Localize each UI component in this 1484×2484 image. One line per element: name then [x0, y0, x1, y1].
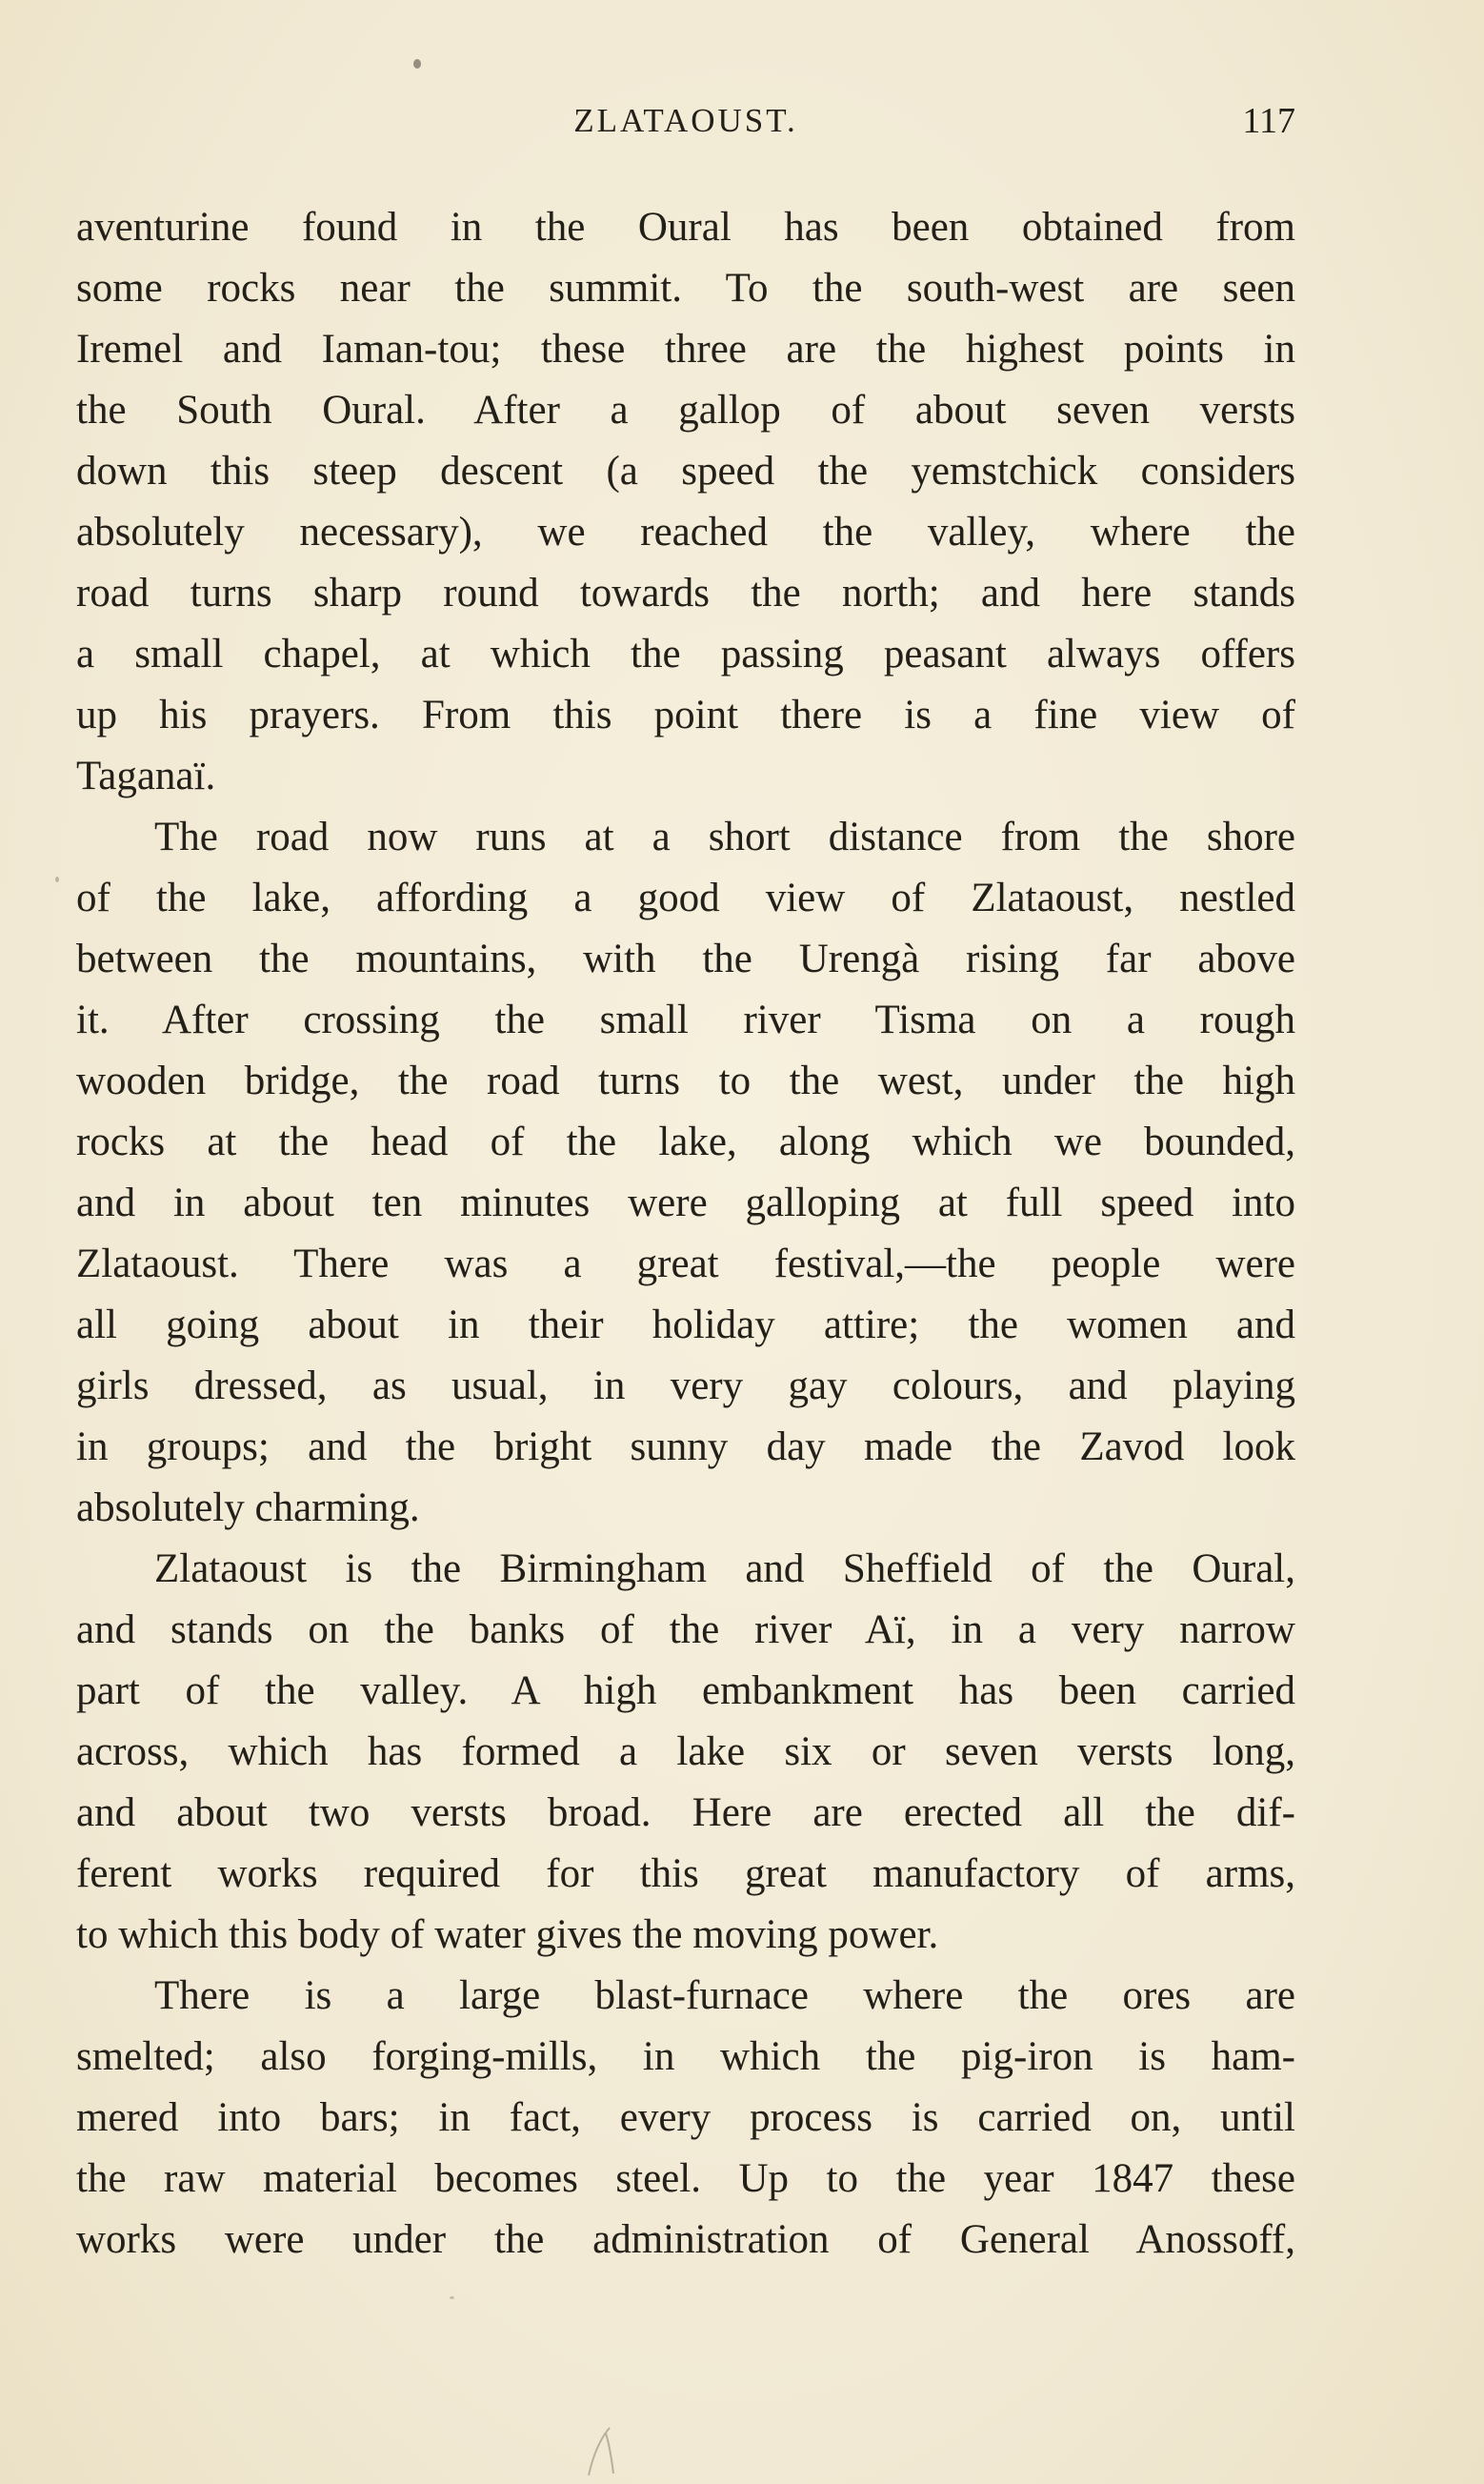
ink-speck — [450, 2296, 454, 2299]
text-line: ferent works required for this great manufactory of arms, — [76, 1851, 1295, 1896]
text-line: across, which has formed a lake six or seven versts long, — [76, 1729, 1295, 1774]
text-line: and in about ten minutes were galloping at full speed into — [76, 1181, 1295, 1225]
text-line: some rocks near the summit. To the south-west are seen — [76, 266, 1295, 311]
text-line: and about two versts broad. Here are erected all the dif- — [76, 1790, 1295, 1835]
text-line: between the mountains, with the Urengà rising far above — [76, 937, 1295, 981]
text-line: in groups; and the bright sunny day made the Zavod look — [76, 1424, 1295, 1469]
paragraph-2 — [76, 807, 1295, 1539]
ink-speck — [55, 877, 59, 882]
paragraph-1 — [76, 197, 1295, 807]
text-line: aventurine found in the Oural has been obtained from — [76, 205, 1295, 250]
pencil-mark — [581, 2420, 619, 2477]
paragraph-4 — [76, 1966, 1295, 2271]
text-line: up his prayers. From this point there is a fine view of — [76, 693, 1295, 737]
text-line: The road now runs at a short distance from the shore — [154, 815, 1295, 859]
text-line: Zlataoust is the Birmingham and Sheffield of the Oural, — [154, 1546, 1295, 1591]
text-line: absolutely charming. — [76, 1485, 420, 1530]
text-line: girls dressed, as usual, in very gay colours, and playing — [76, 1363, 1295, 1408]
text-line: and stands on the banks of the river Aï, in a very narrow — [76, 1607, 1295, 1652]
text-line: rocks at the head of the lake, along which we bounded, — [76, 1120, 1295, 1164]
paragraph-3 — [76, 1539, 1295, 1966]
text-line: Zlataoust. There was a great festival,—the people were — [76, 1242, 1295, 1286]
text-line: smelted; also forging-mills, in which the pig-iron is ham- — [76, 2034, 1295, 2079]
text-line: a small chapel, at which the passing peasant always offers — [76, 632, 1295, 677]
page-number: 117 — [1242, 101, 1295, 141]
text-line: Iremel and Iaman-tou; these three are the highest points in — [76, 327, 1295, 372]
text-line: mered into bars; in fact, every process is carried on, until — [76, 2095, 1295, 2140]
text-line: road turns sharp round towards the north; and here stands — [76, 571, 1295, 616]
body-text — [76, 197, 1295, 2271]
text-line: the South Oural. After a gallop of about seven versts — [76, 388, 1295, 433]
ink-speck — [413, 59, 421, 69]
text-line: absolutely necessary), we reached the valley, where the — [76, 510, 1295, 555]
text-line: wooden bridge, the road turns to the west, under the high — [76, 1059, 1295, 1103]
text-line: the raw material becomes steel. Up to the year 1847 these — [76, 2156, 1295, 2201]
text-line: Taganaï. — [76, 754, 216, 798]
text-line: part of the valley. A high embankment has been carried — [76, 1668, 1295, 1713]
text-line: works were under the administration of General Anossoff, — [76, 2217, 1295, 2262]
text-line: of the lake, affording a good view of Zlataoust, nestled — [76, 876, 1295, 920]
text-line: There is a large blast-furnace where the ores are — [154, 1973, 1295, 2018]
text-line: all going about in their holiday attire; the women and — [76, 1303, 1295, 1347]
running-head-title: ZLATAOUST. — [573, 102, 798, 139]
text-line: down this steep descent (a speed the yemstchick considers — [76, 449, 1295, 494]
running-head — [76, 97, 1295, 145]
text-line: it. After crossing the small river Tisma on a rough — [76, 998, 1295, 1042]
text-line: to which this body of water gives the moving power. — [76, 1912, 939, 1957]
